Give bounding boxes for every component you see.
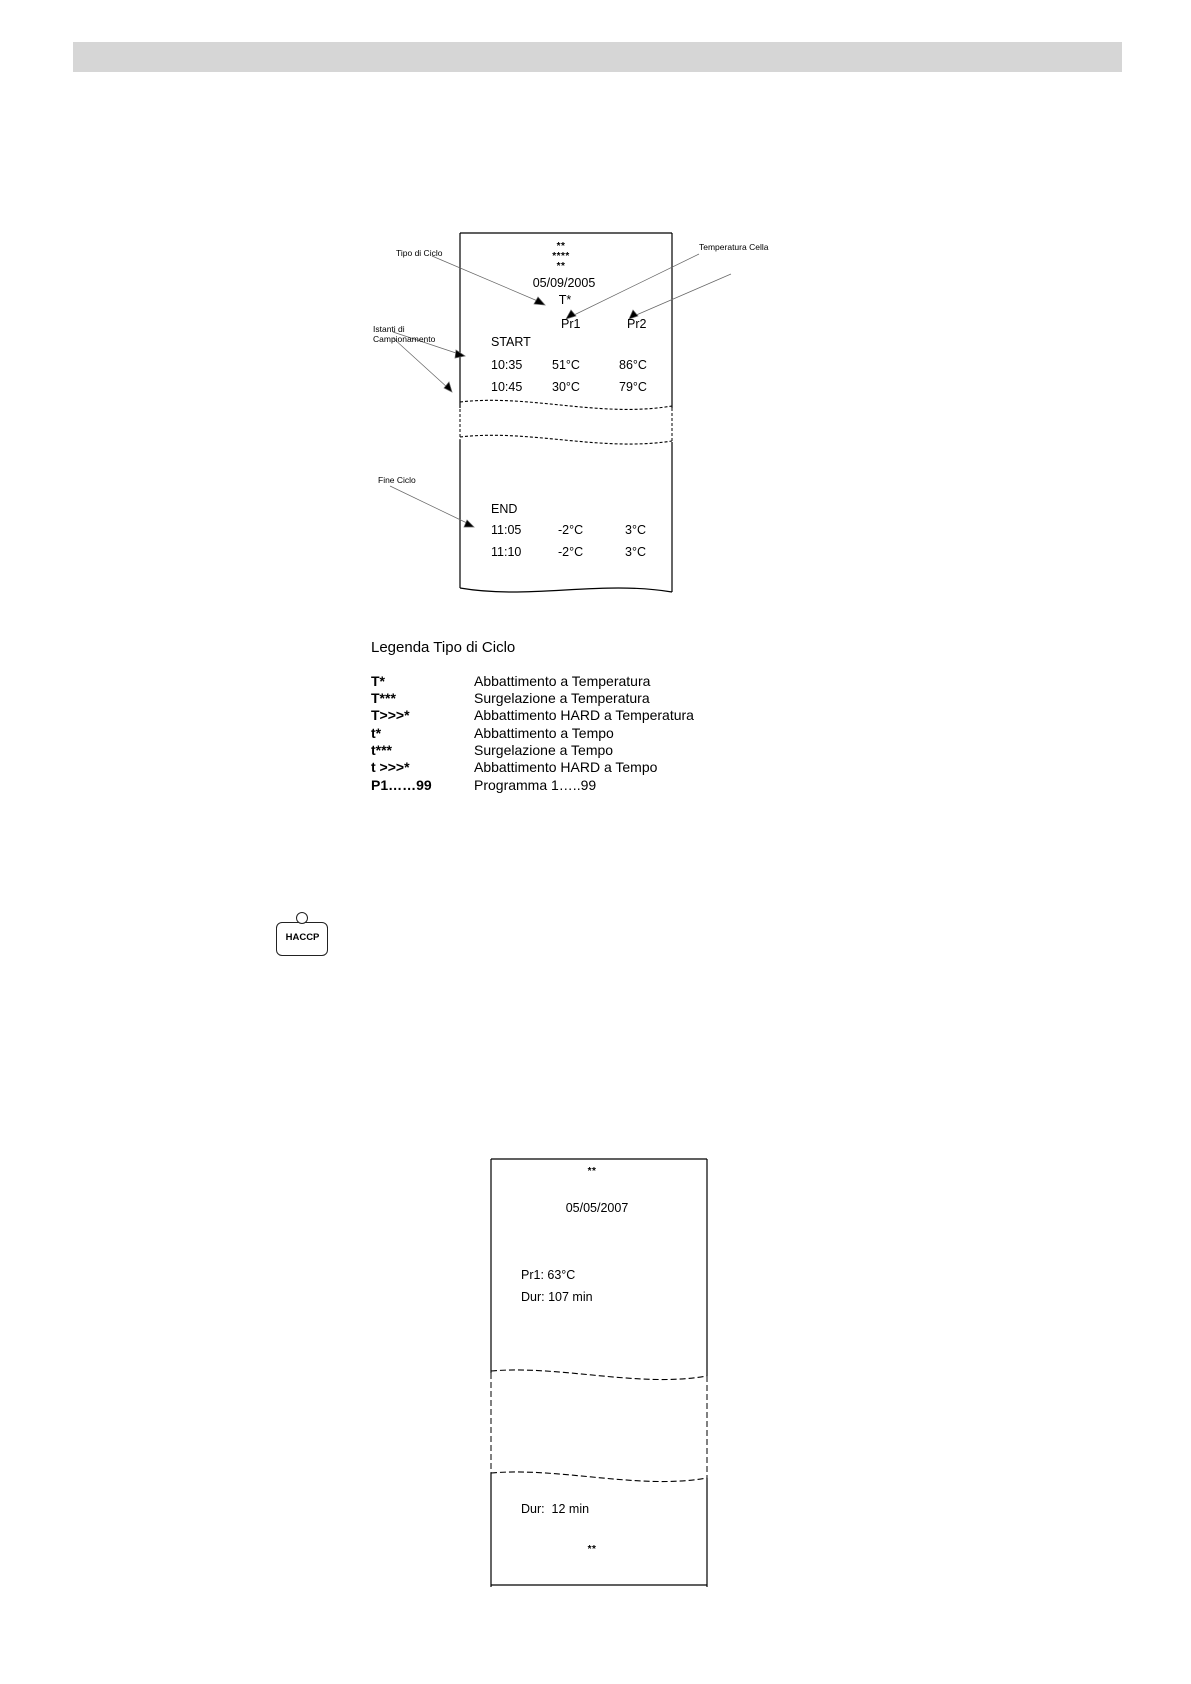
reading-pr2: 3°C: [625, 545, 646, 559]
receipt-1-stars-1: **: [556, 241, 566, 252]
reading-pr1: 30°C: [552, 380, 580, 394]
receipt-1-cycle-type: T*: [558, 293, 572, 307]
reading-time: 10:35: [491, 358, 523, 372]
receipt-2-date: 05/05/2007: [565, 1201, 629, 1215]
legend-title: Legenda Tipo di Ciclo: [371, 639, 516, 656]
reading-time: 11:10: [491, 545, 522, 559]
legend-code: T*: [371, 673, 385, 689]
reading-pr1: -2°C: [558, 523, 584, 537]
receipt-2-stars-top: **: [587, 1166, 597, 1177]
receipt-2-pr1: Pr1: 63°C: [521, 1268, 576, 1282]
receipt-1-col-pr2: Pr2: [627, 317, 647, 331]
legend-desc: Surgelazione a Tempo: [474, 742, 614, 758]
reading-time: 10:45: [491, 380, 523, 394]
receipt-2-dur-2: Dur: 12 min: [521, 1502, 590, 1516]
annotation-fine-ciclo: Fine Ciclo: [378, 475, 416, 485]
receipt-2-dur-1: Dur: 107 min: [521, 1290, 593, 1304]
legend-code: T***: [371, 690, 396, 706]
legend-desc: Surgelazione a Temperatura: [474, 690, 650, 706]
reading-pr2: 79°C: [619, 380, 647, 394]
receipt-2-stars-bottom: **: [587, 1544, 597, 1555]
legend-code: t >>>*: [371, 759, 410, 775]
receipt-1-stars-3: **: [556, 261, 566, 272]
legend-code: t***: [371, 742, 393, 758]
legend-desc: Abbattimento a Temperatura: [474, 673, 651, 689]
receipt-1-end-label: END: [491, 502, 518, 516]
receipt-1-start-label: START: [491, 335, 531, 349]
annotation-temperatura-cella: Temperatura Cella: [699, 242, 769, 252]
receipt-1-col-pr1: Pr1: [561, 317, 581, 331]
legend-desc: Abbattimento HARD a Temperatura: [474, 707, 694, 723]
reading-pr1: -2°C: [558, 545, 584, 559]
annotation-tipo-di-ciclo: Tipo di Ciclo: [396, 248, 443, 258]
reading-time: 11:05: [491, 523, 522, 537]
legend-desc: Abbattimento HARD a Tempo: [474, 759, 658, 775]
legend-code: T>>>*: [371, 707, 410, 723]
legend-code: P1……99: [371, 777, 432, 793]
annotation-istanti-line2: Campionamento: [373, 334, 436, 344]
legend-desc: Abbattimento a Tempo: [474, 725, 614, 741]
annotation-istanti-line1: Istanti di: [373, 324, 405, 334]
receipt-1-date: 05/09/2005: [532, 276, 596, 290]
legend-desc: Programma 1…..99: [474, 777, 597, 793]
reading-pr2: 86°C: [619, 358, 647, 372]
haccp-button-label: HACCP: [285, 932, 320, 943]
legend-code: t*: [371, 725, 382, 741]
reading-pr1: 51°C: [552, 358, 580, 372]
receipt-1-stars-2: ****: [552, 251, 570, 262]
reading-pr2: 3°C: [625, 523, 646, 537]
